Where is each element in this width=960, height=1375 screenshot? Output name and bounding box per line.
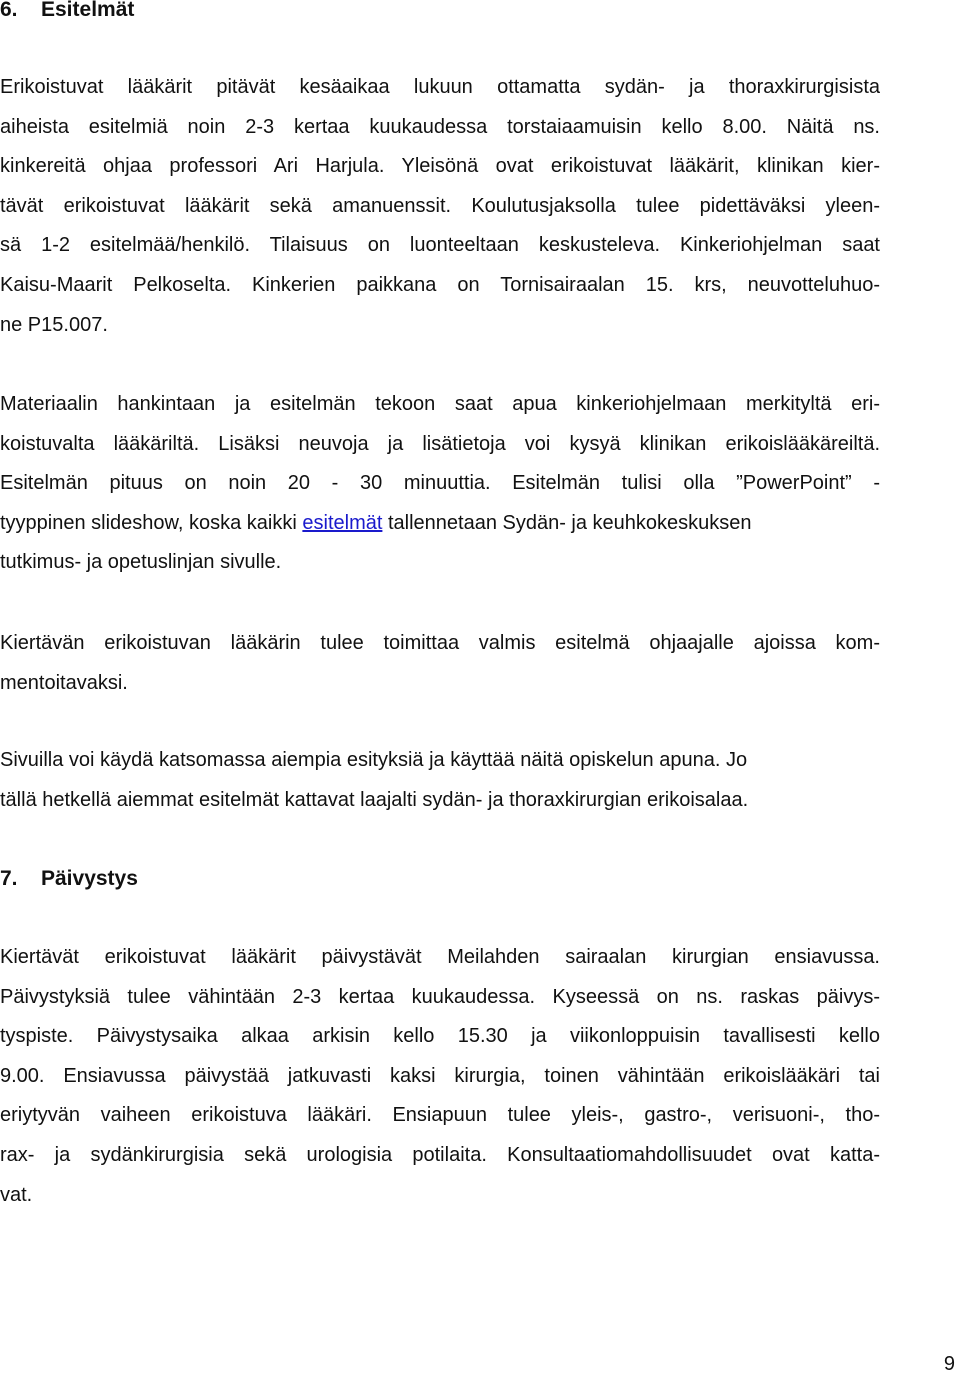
section-number: 6. — [0, 0, 18, 21]
text-line: Sivuilla voi käydä katsomassa aiempia esityksiä ja käyttää näitä opiskelun apuna. Jo — [0, 749, 748, 771]
paragraph-archive — [0, 741, 880, 820]
text-line: Erikoistuvat lääkärit pitävät kesäaikaa lukuun ottamatta sydän- ja thoraxkirurgisista — [0, 76, 880, 98]
text-line: kinkereitä ohjaa professori Ari Harjula. Yleisönä ovat erikoistuvat lääkärit, klinikan kier- — [0, 155, 880, 178]
text-line: Materiaalin hankintaan ja esitelmän tekoon saat apua kinkeriohjelmaan merkityltä eri- — [0, 393, 880, 415]
text-line: Kiertävän erikoistuvan lääkärin tulee toimittaa valmis esitelmä ohjaajalle ajoissa kom- — [0, 632, 880, 654]
text-fragment: tallennetaan Sydän- ja keuhkokeskuksen — [382, 511, 752, 534]
section-title: Esitelmät — [41, 0, 135, 21]
text-line: sä 1-2 esitelmää/henkilö. Tilaisuus on luonteeltaan keskusteleva. Kinkeriohjelman saat — [0, 234, 880, 257]
text-line: Päivystyksiä tulee vähintään 2-3 kertaa kuukaudessa. Kyseessä on ns. raskas päivys- — [0, 985, 880, 1008]
text-line: tyspiste. Päivystysaika alkaa arkisin kello 15.30 ja viikonloppuisin tavallisesti kello — [0, 1025, 880, 1048]
seminars-link[interactable]: esitelmät — [302, 511, 383, 534]
text-line: aiheista esitelmiä noin 2-3 kertaa kuukaudessa torstaiaamuisin kello 8.00. Näitä ns. — [0, 115, 880, 138]
text-line: koistuvalta lääkäriltä. Lisäksi neuvoja ja lisätietoja voi kysyä klinikan erikoislääkäreiltä. — [0, 432, 880, 455]
section-6-heading — [0, 0, 134, 23]
text-line: rax- ja sydänkirurgisia sekä urologisia potilaita. Konsultaatiomahdollisuudet ovat katta- — [0, 1143, 880, 1166]
text-line: vat. — [0, 1183, 33, 1206]
paragraph-on-call — [0, 938, 880, 1215]
text-fragment: tyyppinen slideshow, koska kaikki — [0, 511, 303, 534]
section-number: 7. — [0, 867, 18, 890]
text-line: tävät erikoistuvat lääkärit sekä amanuenssit. Koulutusjaksolla tulee pidettäväksi yleen- — [0, 194, 880, 217]
page-number: 9 — [943, 1353, 955, 1375]
text-line: Esitelmän pituus on noin 20 - 30 minuuttia. Esitelmän tulisi olla ”PowerPoint” - — [0, 472, 880, 495]
text-line: Kiertävät erikoistuvat lääkärit päivystävät Meilahden sairaalan kirurgian ensiavussa. — [0, 946, 880, 968]
section-title: Päivystys — [41, 867, 138, 890]
text-line: mentoitavaksi. — [0, 671, 128, 694]
paragraph-submission — [0, 624, 880, 703]
text-line-with-link — [0, 504, 880, 544]
text-line: tutkimus- ja opetuslinjan sivulle. — [0, 551, 282, 574]
paragraph-seminars-intro — [0, 68, 880, 345]
text-line: tällä hetkellä aiemmat esitelmät kattavat laajalti sydän- ja thoraxkirurgian erikoisalaa. — [0, 788, 749, 811]
text-line: 9.00. Ensiavussa päivystää jatkuvasti kaksi kirurgia, toinen vähintään erikoislääkäri tai — [0, 1064, 880, 1087]
paragraph-seminar-material — [0, 385, 880, 583]
section-7-heading — [0, 866, 138, 892]
text-line: ne P15.007. — [0, 313, 108, 336]
text-line: eriytyvän vaiheen erikoistuva lääkäri. Ensiapuun tulee yleis-, gastro-, verisuoni-, tho- — [0, 1104, 880, 1127]
text-line: Kaisu-Maarit Pelkoselta. Kinkerien paikkana on Tornisairaalan 15. krs, neuvotteluhuo- — [0, 273, 880, 296]
